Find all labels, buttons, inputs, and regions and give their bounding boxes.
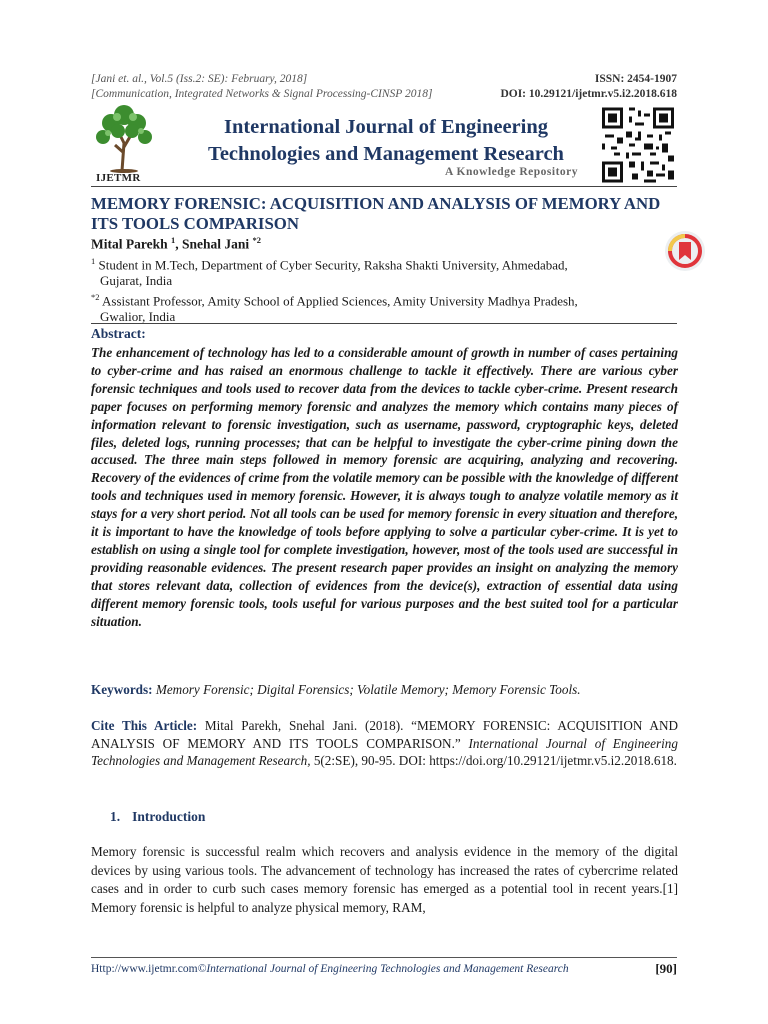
journal-title-line-1: International Journal of Engineering	[223, 116, 549, 138]
cite-label: Cite This Article:	[91, 718, 198, 733]
paper-title: MEMORY FORENSIC: ACQUISITION AND ANALYSIS OF MEMORY AND ITS TOOLS COMPARISON	[91, 194, 661, 233]
affil-text: Assistant Professor, Amity School of Applied Sciences, Amity University Madhya Pradesh,	[102, 293, 578, 309]
doi-value: 10.29121/ijetmr.v5.i2.2018.618	[528, 88, 677, 100]
issn: ISSN: 2454-1907	[594, 73, 677, 85]
journal-title-line-2: Technologies and Management Research	[208, 143, 564, 165]
doi-label: DOI:	[500, 88, 529, 100]
cite-text[interactable]: 5(2:SE), 90-95. DOI: https://doi.org/10.29121/ijetmr.v5.i2.2018.618.	[310, 753, 677, 768]
affil-text: Student in M.Tech, Department of Cyber Security, Raksha Shakti University, Ahmedabad,	[98, 257, 568, 273]
journal-tagline: A Knowledge Repository	[445, 166, 579, 178]
conference-info: [Communication, Integrated Networks & Signal Processing-CINSP 2018]	[91, 88, 433, 100]
affil-text: Gwalior, India	[100, 309, 176, 325]
keywords	[91, 682, 678, 698]
section-number: 1.	[110, 809, 121, 824]
author-list	[91, 235, 261, 253]
crossmark-icon[interactable]	[664, 230, 706, 272]
affiliation	[91, 289, 651, 325]
cite-this-article	[91, 717, 678, 770]
author-affil-marker: *2	[252, 235, 262, 245]
abstract-rule	[91, 323, 677, 324]
affil-marker: 1	[91, 256, 96, 266]
header-rule	[91, 186, 677, 187]
doi-header	[500, 88, 677, 100]
abstract-heading: Abstract:	[91, 326, 146, 341]
affiliation	[91, 253, 651, 289]
footer-rule	[91, 957, 677, 958]
cite-journal: International Journal of Engineering Technologies and Management Research,	[91, 735, 678, 768]
cite-text: Mital Parekh, Snehal Jani. (2018). “MEMORY FORENSIC: ACQUISITION AND ANALYSIS OF MEMORY AND ITS TOOLS COMPARISON.”	[91, 718, 678, 751]
journal-abbrev: IJETMR	[96, 172, 141, 184]
section-body: Memory forensic is successful realm which recovers and analysis evidence in the memory of the digital devices by using various tools. The advancement of technology has increased the rates of cybercrime related cases and in order to curb such cases memory forensic has emerged as a potential tool in recent years.[1] Memory forensic is helpful to analyze physical memory, RAM,	[91, 844, 678, 915]
footer-copyright: ©International Journal of Engineering Technologies and Management Research	[197, 963, 569, 975]
section-title: Introduction	[132, 809, 206, 824]
author-name: Mital Parekh	[91, 236, 168, 252]
keywords-label: Keywords:	[91, 682, 153, 697]
author-separator: ,	[175, 236, 182, 252]
section-heading	[110, 809, 205, 825]
affil-marker: *2	[91, 292, 100, 302]
author-name: Snehal Jani	[182, 236, 250, 252]
author-affil-marker: 1	[171, 235, 176, 245]
affil-text: Gujarat, India	[100, 273, 173, 289]
citation-line-1	[91, 73, 677, 85]
tree-logo-icon	[91, 103, 157, 173]
keywords-value: Memory Forensic; Digital Forensics; Volatile Memory; Memory Forensic Tools.	[152, 682, 581, 697]
qr-code-icon	[602, 107, 674, 183]
abstract-body: The enhancement of technology has led to a considerable amount of growth in number of cases pertaining to cyber-crime and has raised an enormous challenge to tackle it effectively. There are various cyber forensic techniques and tools used to recover data from the devices to tackle cyber-crime. Present research paper focuses on performing memory forensic and analyzes the memory which contains many pieces of information relevant to forensic investigation, such as username, password, cryptographic keys, deleted files, deleted logs, running processes; that can be helpful to investigate the cyber-crime pining down the accused. The three main steps followed in memory forensic are acquiring, analyzing and recovering. Recovery of the evidences of crime from the volatile memory can be possible with the knowledge of different tools and techniques used in memory forensic. However, it is always tough to analyze volatile memory as it stays for a very short period. Not all tools can be used for memory forensic in every situation and therefore, it is important to have the knowledge of tools before applying to solve a particular cyber-crime. It is yet to establish on using a single tool for complete investigation, however, most of the tools used are successful in providing reasonable evidences. The present research paper provides an insight on analyzing the memory that stores relevant data, collection of evidences from the device(s), extraction of essential data using different memory forensic tools, tools useful for various purposes and the best suited tool for a particular situation.	[91, 345, 678, 629]
page-footer	[91, 963, 677, 975]
citation-line-2	[91, 88, 677, 100]
page-number: [90]	[655, 961, 677, 976]
journal-title	[176, 114, 596, 168]
volume-info: [Jani et. al., Vol.5 (Iss.2: SE): February, 2018]	[91, 73, 308, 85]
journal-url[interactable]: Http://www.ijetmr.com	[91, 963, 198, 975]
